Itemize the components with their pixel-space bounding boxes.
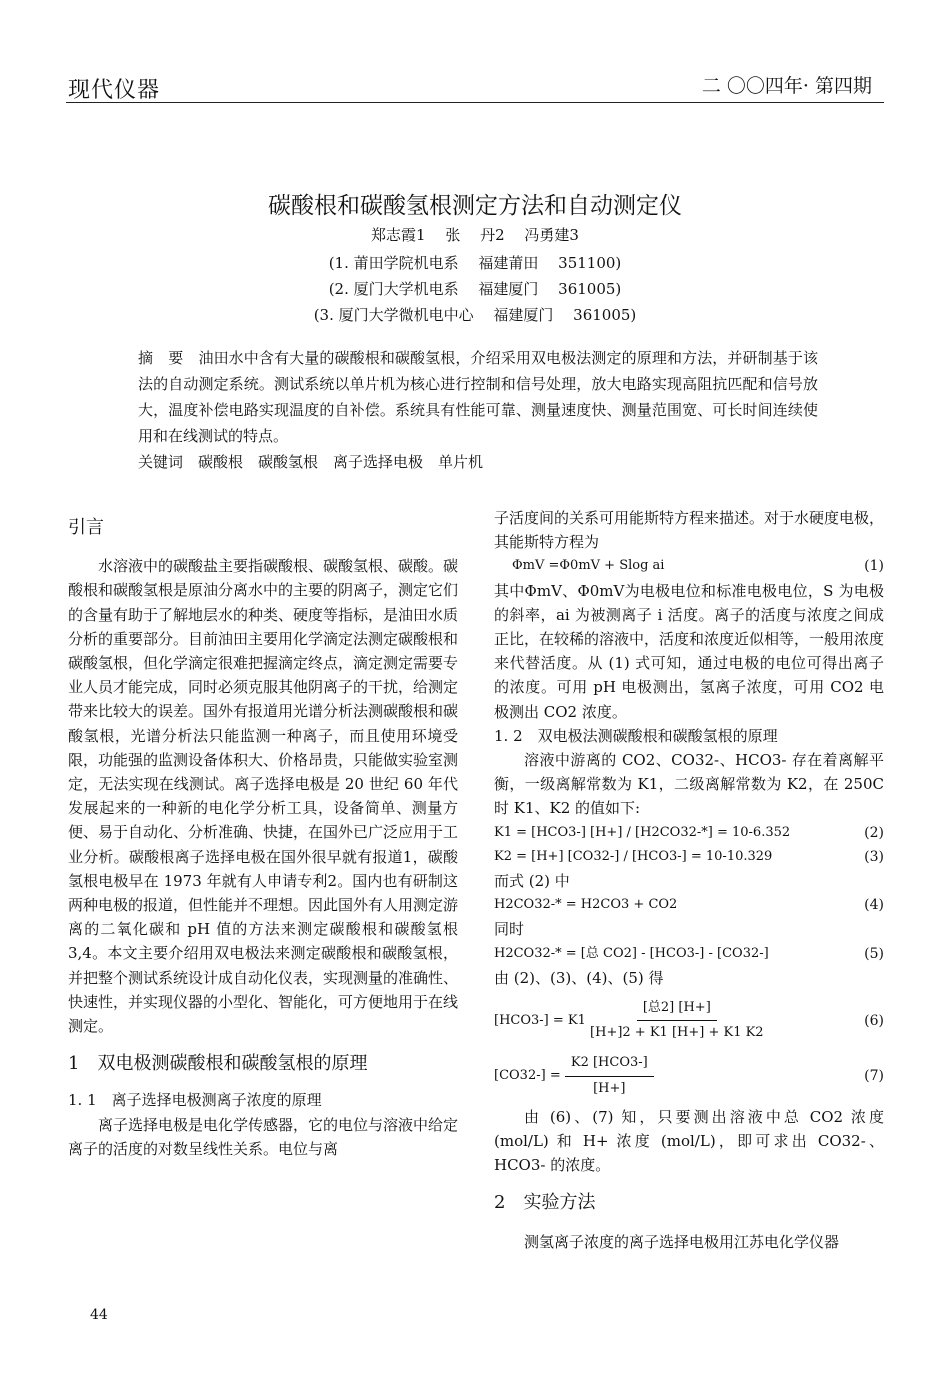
equation-7	[494, 1051, 884, 1100]
section-1-1-paragraph: 离子选择电极是电化学传感器，它的电位与溶液中给定离子的活度的对数呈线性关系。电位与离	[68, 1115, 459, 1158]
equation-3	[494, 845, 884, 869]
equation-2	[494, 821, 884, 845]
equation-5	[494, 942, 884, 966]
equation-5-number: (5)	[864, 945, 884, 962]
authors: 郑志霞1 张 丹2 冯勇建3	[371, 226, 579, 244]
affiliation-3: (3. 厦门大学微机电中心 福建厦门 361005)	[313, 306, 637, 324]
header-rule	[66, 102, 884, 103]
paragraph-conclusion: 由 (6)、(7) 知，只要测出溶液中总 CO2 浓度 (mol/L) 和 H+ 浓度 (mol/L)，即可求出 CO32-、HCO3- 的浓度。	[494, 1107, 884, 1175]
section-2-heading: 2 实验方法	[494, 1192, 596, 1214]
intro-paragraph: 水溶液中的碳酸盐主要指碳酸根、碳酸氢根、碳酸。碳酸根和碳酸氢根是原油分离水中的主要的阴离子，测定它们的含量有助于了解地层水的种类、硬度等指标，是油田水质分析的重要部分。目前油田主要用化学滴定法测定碳酸根和碳酸氢根，但化学滴定很难把握滴定终点，滴定测定需要专业人员才能完成，同时必须克服其他阴离子的干扰，给测定带来比较大的误差。国外有报道用光谱分析法测碳酸根和碳酸氢根，光谱分析法只能监测一种离子，而且使用环境受限，功能强的监测设备体积大、价格昂贵，只能做实验室测定，无法实现在线测试。离子选择电极是 20 世纪 60 年代发展起来的一种新的电化学分析工具，设备简单、测量方便、易于自动化、分析准确、快捷，在国外已广泛应用于工业分析。碳酸根离子选择电极在国外很早就有报道1，碳酸氢根电极早在 1973 年就有人申请专利2。国内也有研制这两种电极的报道，但性能并不理想。因此国外有人用测定游离的二氧化碳和 pH 值的方法来测定碳酸根和碳酸氢根3,4。本文主要介绍用双电极法来测定碳酸根和碳酸氢根，并把整个测试系统设计成自动化仪表，实现测量的准确性、快速性，并实现仪器的小型化、智能化，可方便地用于在线测定。	[68, 557, 459, 1036]
issue-label: 二 〇〇四年· 第四期	[701, 75, 872, 97]
equation-7-body	[494, 1051, 654, 1100]
text-meanwhile: 同时	[494, 920, 525, 939]
section-1-heading: 1 双电极测碳酸根和碳酸氢根的原理	[68, 1053, 368, 1075]
equation-6	[494, 996, 884, 1045]
journal-name: 现代仪器	[68, 78, 161, 103]
equation-2-number: (2)	[864, 824, 884, 841]
keywords: 关键词 碳酸根 碳酸氢根 离子选择电极 单片机	[138, 453, 484, 471]
equation-4-number: (4)	[864, 897, 884, 914]
equation-7-denominator: [H+]	[593, 1080, 626, 1096]
equation-7-number: (7)	[864, 1068, 884, 1085]
equation-6-lhs: [HCO3-] = K1	[494, 1013, 586, 1029]
right-column	[494, 506, 884, 1254]
affiliation-2: (2. 厦门大学机电系 福建厦门 361005)	[328, 280, 622, 298]
text-derive: 由 (2)、(3)、(4)、(5) 得	[494, 968, 664, 987]
equation-1-number: (1)	[864, 558, 884, 575]
left-column	[68, 512, 458, 1161]
equation-2-body: K1 = [HCO3-] [H+] / [H2CO32-*] = 10-6.352	[494, 824, 791, 840]
section-1-2-heading: 1. 2 双电极法测碳酸根和碳酸氢根的原理	[494, 726, 778, 745]
equation-4	[494, 893, 884, 917]
equation-3-number: (3)	[864, 848, 884, 865]
paper-title: 碳酸根和碳酸氢根测定方法和自动测定仪	[268, 193, 682, 219]
equation-5-body: H2CO32-* = [总 CO2] - [HCO3-] - [CO32-]	[494, 945, 769, 961]
affiliation-1: (1. 莆田学院机电系 福建莆田 351100)	[328, 254, 622, 272]
equation-6-denominator: [H+]2 + K1 [H+] + K1 K2	[590, 1025, 764, 1041]
section-2-paragraph: 测氢离子浓度的离子选择电极用江苏电化学仪器	[524, 1232, 840, 1251]
paragraph-dissociation: 溶液中游离的 CO2、CO32-、HCO3- 存在着离解平衡，一级离解常数为 K1，二级离解常数为 K2，在 250C 时 K1、K2 的值如下:	[494, 751, 884, 818]
equation-7-fraction	[565, 1051, 654, 1100]
equation-6-numerator: [总2] [H+]	[637, 996, 717, 1021]
equation-6-number: (6)	[864, 1012, 884, 1029]
abstract-text: 摘 要 油田水中含有大量的碳酸根和碳酸氢根，介绍采用双电极法测定的原理和方法，并研制基于该法的自动测定系统。测试系统以单片机为核心进行控制和信号处理，放大电路实现高阻抗匹配和信号放大，温度补偿电路实现温度的自补偿。系统具有性能可靠、测量速度快、测量范围宽、可长时间连续使用和在线测试的特点。	[138, 349, 818, 445]
page-number: 44	[90, 1307, 108, 1323]
equation-3-body: K2 = [H+] [CO32-] / [HCO3-] = 10-10.329	[494, 848, 773, 864]
equation-7-numerator: K2 [HCO3-]	[565, 1051, 654, 1076]
paragraph-nernst-intro: 子活度间的关系可用能斯特方程来描述。对于水硬度电极，其能斯特方程为	[494, 509, 885, 552]
intro-heading: 引言	[68, 517, 104, 538]
text-where-eq2: 而式 (2) 中	[494, 872, 570, 891]
equation-1-body: ΦmV =Φ0mV + Slog ai	[512, 558, 665, 574]
equation-4-body: H2CO32-* = H2CO3 + CO2	[494, 897, 678, 913]
equation-7-lhs: [CO32-] =	[494, 1068, 561, 1084]
paragraph-nernst-explain: 其中ΦmV、Φ0mV为电极电位和标准电极电位，S 为电极的斜率，ai 为被测离子 i 活度。离子的活度与浓度之间成正比，在较稀的溶液中，活度和浓度近似相等，一般用浓度来代替活度。从 (1) 式可知，通过电极的电位可得出离子的浓度。可用 pH 电极测出，氢离子浓度，可用 CO2 电极测出 CO2 浓度。	[494, 581, 885, 721]
equation-6-body	[494, 996, 764, 1045]
section-1-1-heading: 1. 1 离子选择电极测离子浓度的原理	[68, 1091, 322, 1110]
equation-1	[494, 554, 884, 578]
equation-6-fraction	[590, 996, 764, 1045]
abstract	[138, 345, 818, 475]
